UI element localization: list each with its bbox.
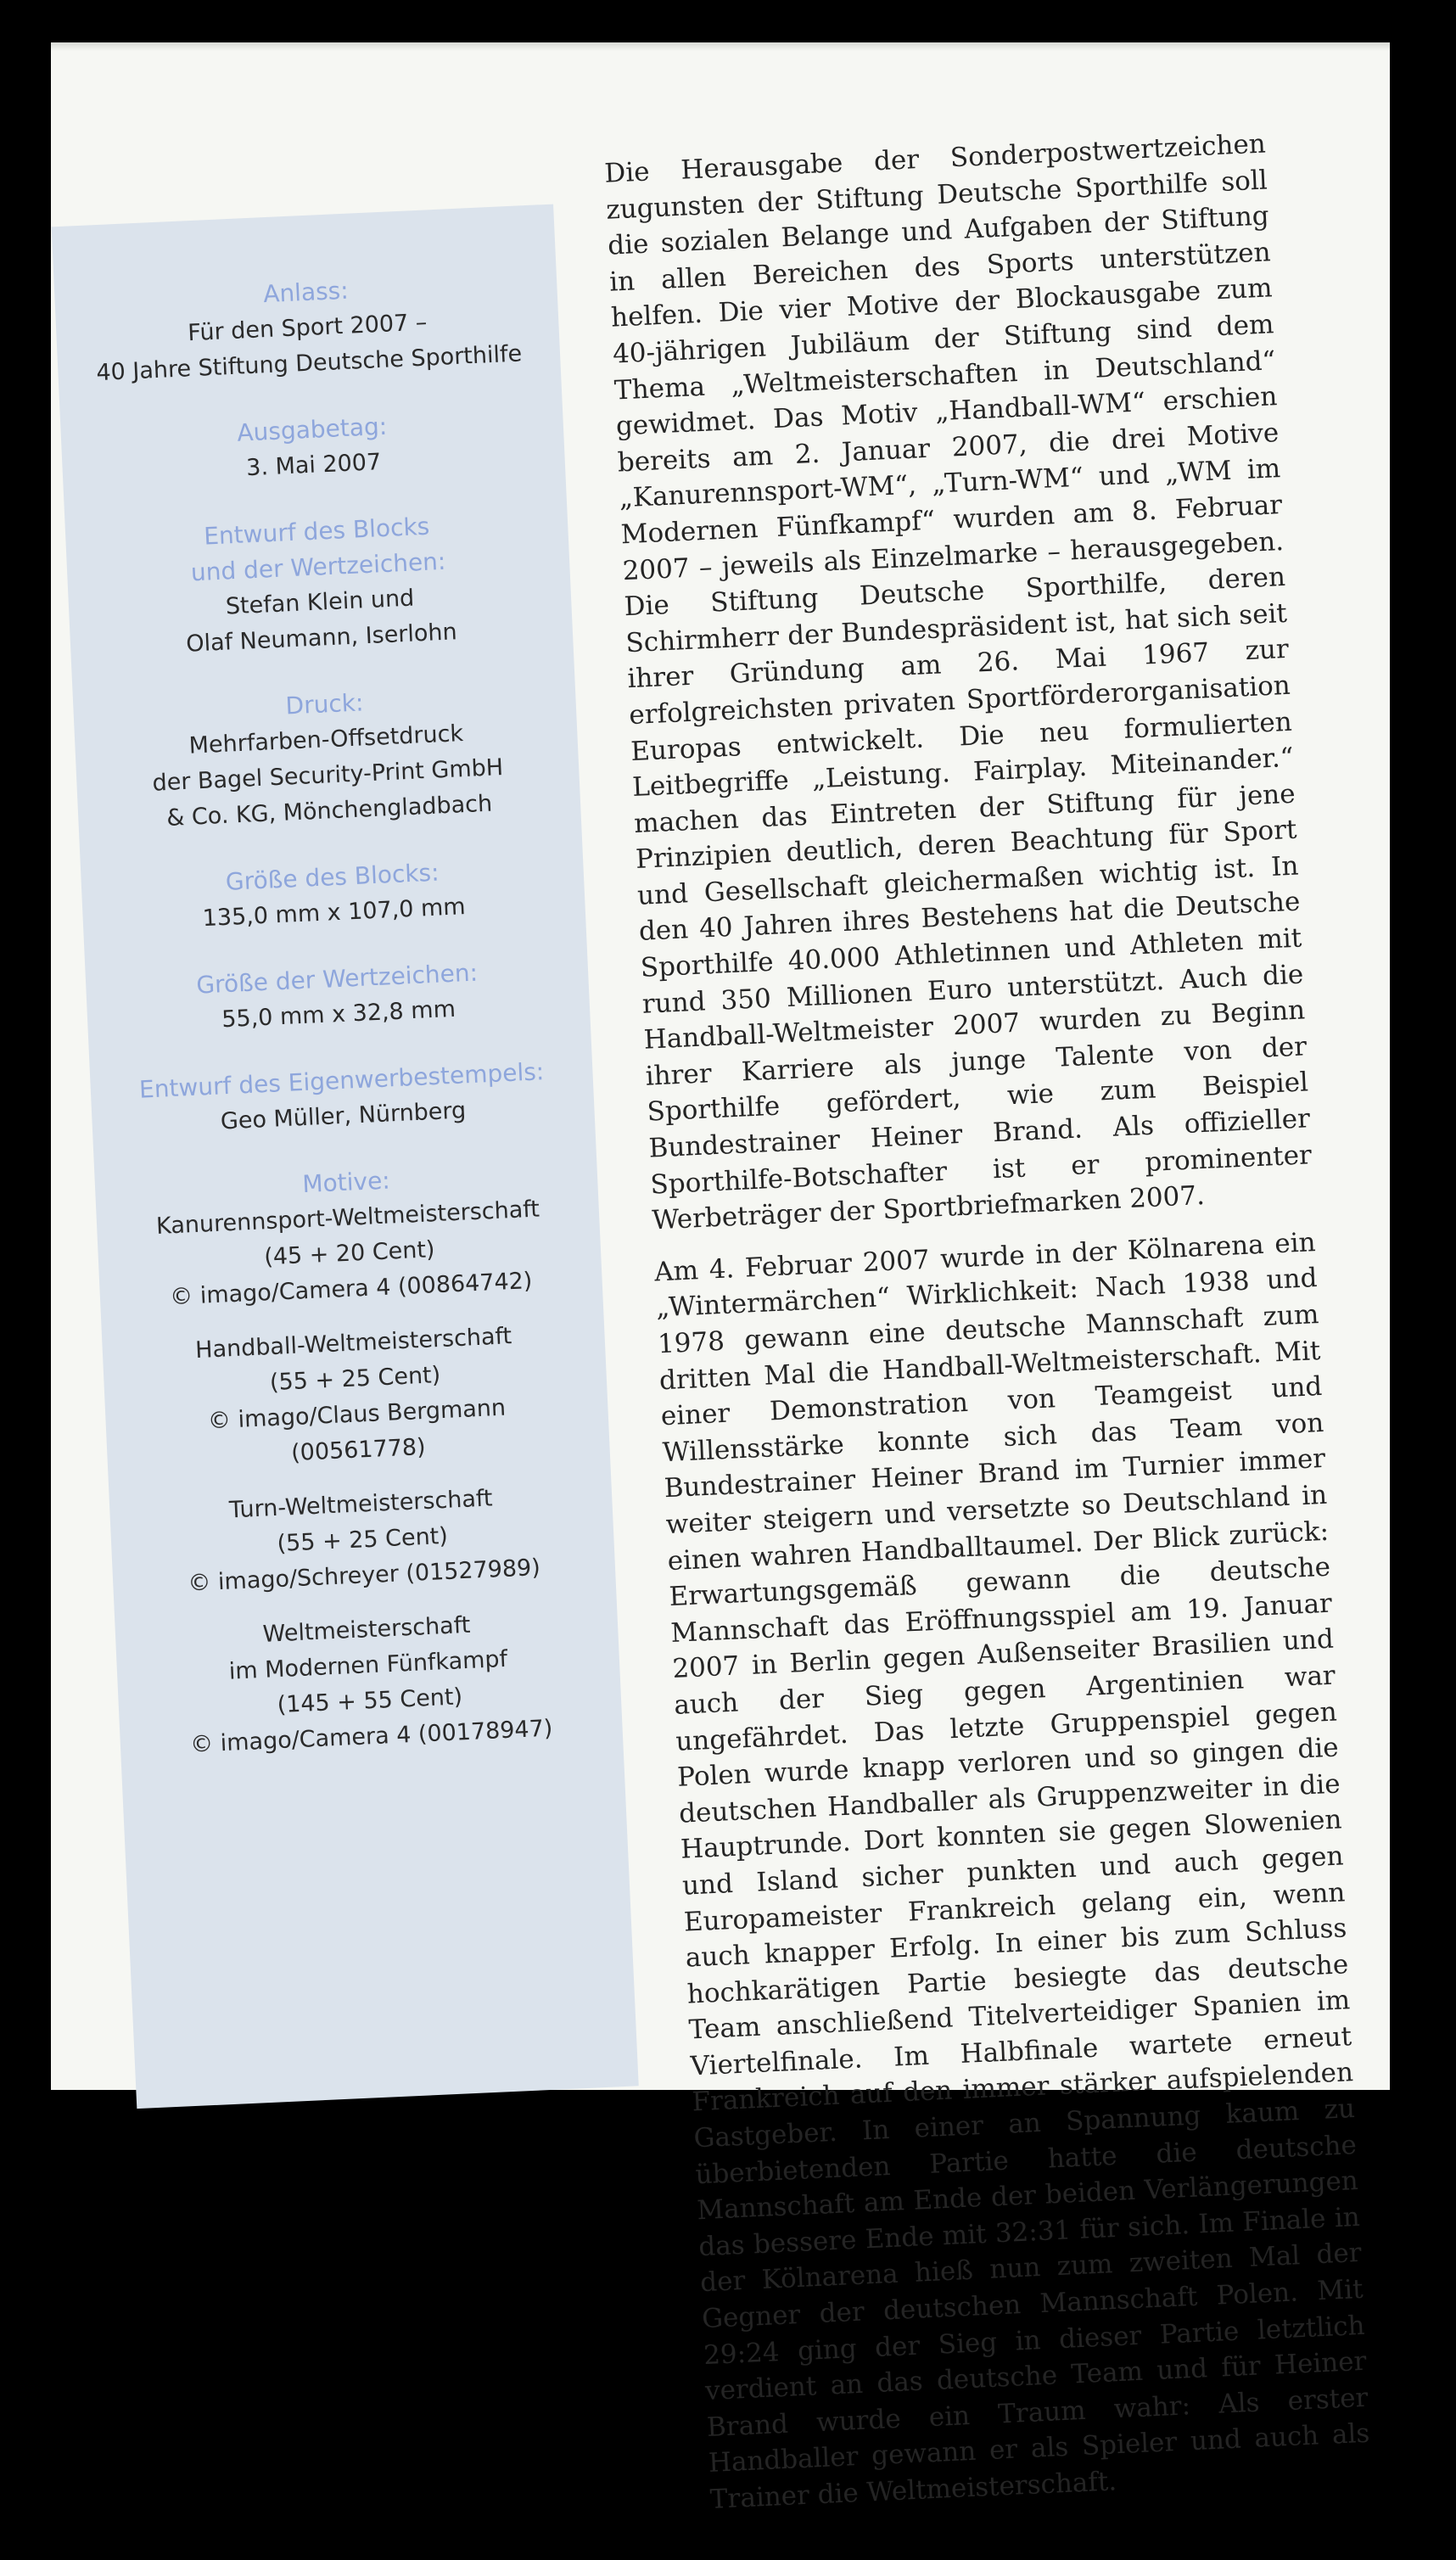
document-page: [51, 42, 1390, 2515]
heading-motive: Motive:: [301, 1166, 391, 1199]
motif-line: im Modernen Fünfkampf: [228, 1645, 508, 1685]
info-line: Mehrfarben-Offsetdruck: [188, 720, 464, 759]
info-block-stempel: [107, 1052, 578, 1145]
heading-stempel: Entwurf des Eigenwerbestempels:: [138, 1057, 545, 1104]
info-sidebar: [52, 204, 639, 2109]
body-paragraph-2: Am 4. Februar 2007 wurde in der Kölnarena ein „Wintermärchen“ Wirklichkeit: Nach 1938 und 1978 gewann eine deutsche Mannschaft zum dritten Mal die Handball-Weltmeisterschaft. Mit einer Demonstration von Teamgeist und Willensstärke konnte sich das Team von Bundestrainer Heiner Brand im Turnier immer weiter steigern und versetzte so Deutschland in einen wahren Handballtaumel. Der Blick zurück: Erwartungsgemäß gewann die deutsche Mannschaft das Eröffnungsspiel am 19. Januar 2007 in Berlin gegen Außenseiter Brasilien und auch der Sieg gegen Argentinien war ungefährdet. Das letzte Gruppenspiel gegen Polen wurde knapp verloren und so gingen die deutschen Handballer als Gruppenzweiter in die Hauptrunde. Dort konnten sie gegen Slowenien und Island sicher punkten und auch gegen Europameister Frankreich gelang ein, wenn auch knapper Erfolg. In einer bis zum Schluss hochkarätigen Partie besiegte das deutsche Team anschließend Titelverteidiger Spanien im Viertelfinale. Im Halbfinale wartete erneut Frankreich auf den immer stärker aufspielenden Gastgeber. In einer an Spannung kaum zu überbietenden Partie hatte die deutsche Mannschaft am Ende der beiden Verlängerungen das bessere Ende mit 32:31 für sich. Im Finale in der Kölnarena hieß nun zum zweiten Mal der Gegner der deutschen Mannschaft Polen. Mit 29:24 ging der Sieg in dieser Partie letztlich verdient an das deutsche Team und für Heiner Brand wurde ein Traum wahr: Als erster Handballer gewann er als Spieler und auch als Trainer die Weltmeisterschaft.: [653, 1226, 1371, 2515]
info-block-anlass: [71, 264, 544, 392]
motif-line: Handball-Weltmeisterschaft: [194, 1323, 512, 1364]
motif-line: © imago/Schreyer (01527989): [187, 1554, 541, 1597]
motif-line: (00561778): [290, 1433, 427, 1467]
info-line: Olaf Neumann, Iserlohn: [185, 619, 458, 658]
motif-line: Weltmeisterschaft: [262, 1611, 471, 1648]
sidebar-content: [71, 264, 608, 1795]
motif-item: [132, 1602, 606, 1766]
page-content: [5, 12, 1436, 2515]
info-block-ausgabetag: [77, 401, 548, 494]
heading-anlass: Anlass:: [262, 276, 350, 309]
motif-line: (55 + 25 Cent): [276, 1522, 449, 1557]
heading-groesse-block: Größe des Blocks:: [225, 858, 440, 896]
motif-line: Turn-Weltmeisterschaft: [228, 1485, 494, 1524]
info-block-groesse-wertzeichen: [103, 951, 574, 1044]
heading-entwurf: Entwurf des Blocks und der Wertzeichen:: [190, 512, 447, 587]
info-line: & Co. KG, Mönchengladbach: [165, 790, 493, 832]
info-block-motive: [111, 1154, 606, 1765]
info-line: Geo Müller, Nürnberg: [220, 1097, 467, 1135]
info-line: 3. Mai 2007: [245, 449, 382, 482]
heading-ausgabetag: Ausgabetag:: [236, 412, 388, 447]
motif-item: [119, 1315, 593, 1479]
info-block-druck: [90, 676, 564, 840]
info-line: Für den Sport 2007 –: [187, 309, 428, 347]
heading-druck: Druck:: [284, 688, 365, 720]
info-block-entwurf: [82, 503, 557, 667]
motif-item: [126, 1476, 599, 1605]
motif-line: © imago/Camera 4 (00178947): [189, 1715, 553, 1758]
info-block-groesse-block: [98, 849, 568, 942]
info-line: 40 Jahre Stiftung Deutsche Sporthilfe: [95, 340, 523, 387]
motif-item: [113, 1190, 585, 1318]
info-line: 55,0 mm x 32,8 mm: [221, 995, 456, 1034]
motif-line: (45 + 20 Cent): [263, 1236, 436, 1271]
heading-groesse-wertzeichen: Größe der Wertzeichen:: [195, 958, 479, 1000]
motif-line: (145 + 55 Cent): [276, 1683, 463, 1719]
motif-line: © imago/Camera 4 (00864742): [169, 1268, 534, 1311]
info-line: 135,0 mm x 107,0 mm: [202, 893, 467, 933]
article-body: [604, 126, 1373, 2533]
motif-line: © imago/Claus Bergmann: [207, 1394, 507, 1435]
body-paragraph-1: Die Herausgabe der Sonderpostwertzeichen zugunsten der Stiftung Deutsche Sporthilfe soll die sozialen Belange und Aufgaben der Stiftung in allen Bereichen des Sports unterstützen helfen. Die vier Motive der Blockausgabe zum 40-jährigen Jubiläum der Stiftung sind dem Thema „Weltmeisterschaften in Deutschland“ gewidmet. Das Motiv „Handball-WM“ erschien bereits am 2. Januar 2007, die drei Motive „Kanurennsport-WM“, „Turn-WM“ und „WM im Modernen Fünfkampf“ wurden am 8. Februar 2007 – jeweils als Einzelmarke – herausgegeben. Die Stiftung Deutsche Sporthilfe, deren Schirmherr der Bundespräsident ist, hat sich seit ihrer Gründung am 26. Mai 1967 zur erfolgreichsten privaten Sportförderorganisation Europas entwickelt. Die neu formulierten Leitbegriffe „Leistung. Fairplay. Miteinander.“ machen das Eintreten der Stiftung für jene Prinzipien deutlich, deren Beachtung für Sport und Gesellschaft gleichermaßen wichtig ist. In den 40 Jahren ihres Bestehens hat die Deutsche Sporthilfe 40.000 Athletinnen und Athleten mit rund 350 Millionen Euro unterstützt. Auch die Handball-Weltmeister 2007 wurden zu Beginn ihrer Karriere als junge Talente von der Sporthilfe gefördert, wie zum Beispiel Bundestrainer Heiner Brand. Als offizieller Sporthilfe-Botschafter ist er prominenter Werbeträger der Sportbriefmarken 2007.: [603, 128, 1313, 1236]
info-line: Stefan Klein und: [225, 585, 415, 620]
motif-line: (55 + 25 Cent): [269, 1362, 441, 1397]
motif-line: Kanurennsport-Weltmeisterschaft: [155, 1196, 540, 1241]
info-line: der Bagel Security-Print GmbH: [151, 753, 504, 797]
